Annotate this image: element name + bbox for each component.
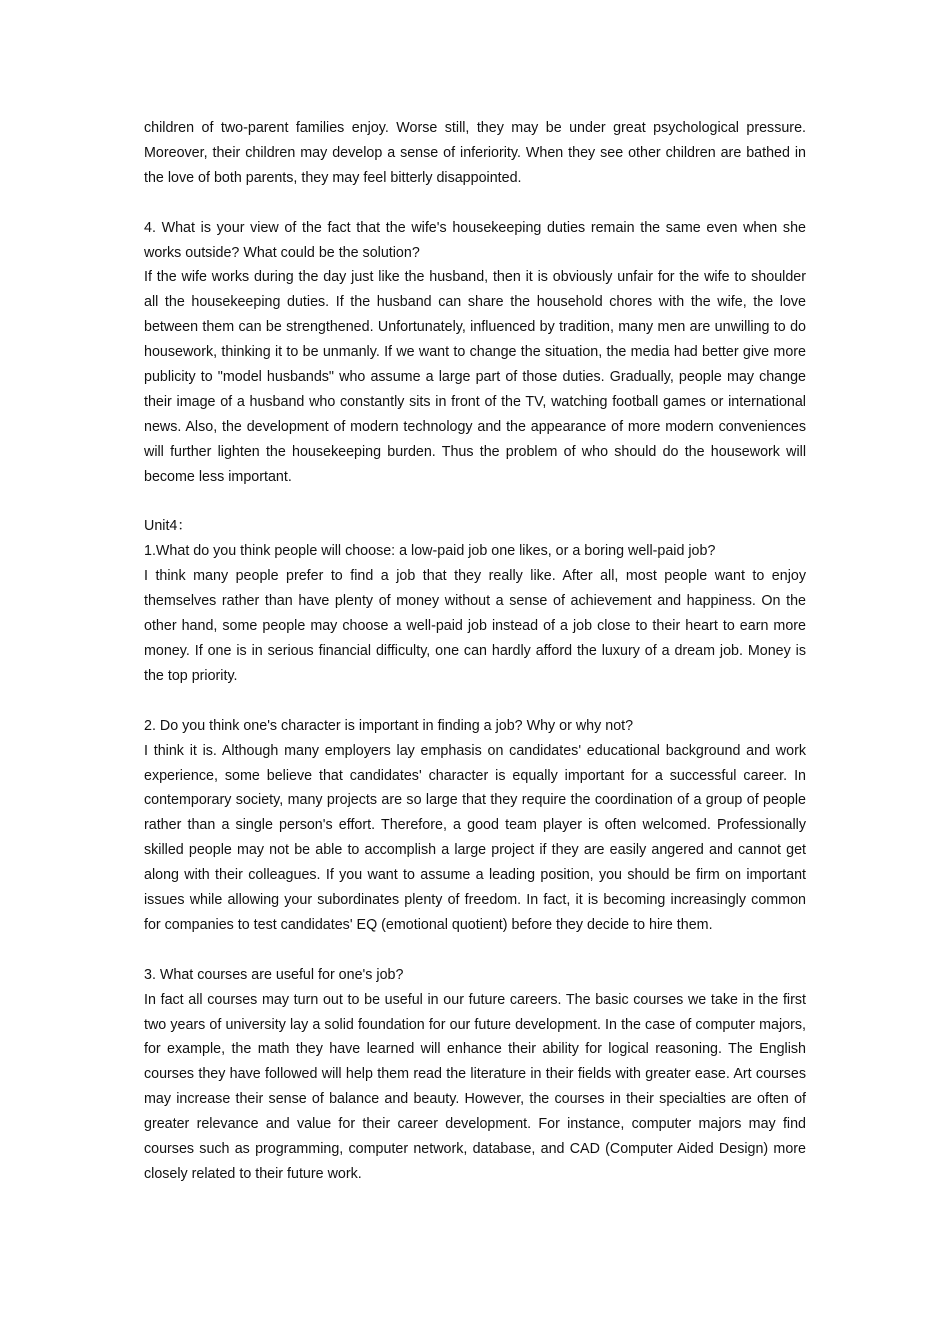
answer-4: If the wife works during the day just like the husband, then it is obviously unfair for the wife to shoulder all the housekeeping duties. If the husband can share the household chores with the wife, the love between them can be strengthened. Unfortunately, influenced by tradition, many men are unwilling to do housework, thinking it to be unmanly. If we want to change the situation, the media had better give more publicity to "model husbands" who assume a large part of those duties. Gradually, people may change their image of a husband who constantly sits in front of the TV, watching football games or international news. Also, the development of modern technology and the appearance of more modern conveniences will further lighten the housekeeping burden. Thus the problem of who should do the housework will become less important.: [144, 269, 806, 485]
unit4-answer-1: I think many people prefer to find a job that they really like. After all, most people want to enjoy themselves rather than have plenty of money without a sense of achievement and happiness. On the other hand, some people may choose a well-paid job instead of a job close to their heart to earn more money. If one is in serious financial difficulty, one can hardly afford the luxury of a dream job. Money is the top priority.: [144, 568, 806, 684]
blank-line: [144, 689, 806, 714]
unit4-answer-3: In fact all courses may turn out to be useful in our future careers. The basic courses we take in the first two years of university lay a solid foundation for our future development. In the case of computer majors, for example, the math they have learned will enhance their ability for logical reasoning. The English courses they have followed will help them read the literature in their fields with greater ease. Art courses may increase their sense of balance and beauty. However, the courses in their specialties are often of greater relevance and value for their career development. For instance, computer majors may find courses such as programming, computer network, database, and CAD (Computer Aided Design) more closely related to their future work.: [144, 991, 806, 1182]
unit4-question-3: 3. What courses are useful for one's job?: [144, 966, 404, 983]
paragraph-continuation: children of two-parent families enjoy. Worse still, they may be under great psychological pressure. Moreover, their children may develop a sense of inferiority. When they see other children are bathed in the love of both parents, they may feel bitterly disappointed.: [144, 120, 806, 186]
unit4-answer-2: I think it is. Although many employers lay emphasis on candidates' educational background and work experience, some believe that candidates' character is equally important for a successful career. In contemporary society, many projects are so large that they require the coordination of a group of people rather than a single person's effort. Therefore, a good team player is often welcomed. Professionally skilled people may not be able to accomplish a large project if they are easily angered and cannot get along with their colleagues. If you want to assume a leading position, you should be firm on important issues while allowing your subordinates plenty of freedom. In fact, it is becoming increasingly common for companies to test candidates' EQ (emotional quotient) before they decide to hire them.: [144, 742, 806, 933]
blank-line: [144, 490, 806, 515]
unit4-question-1: 1.What do you think people will choose: a low-paid job one likes, or a boring well-paid job?: [144, 543, 716, 560]
question-4: 4. What is your view of the fact that the wife's housekeeping duties remain the same even when she works outside? What could be the solution?: [144, 219, 806, 261]
blank-line: [144, 938, 806, 963]
unit4-question-2: 2. Do you think one's character is important in finding a job? Why or why not?: [144, 717, 634, 734]
blank-line: [144, 191, 806, 216]
document-page: [144, 116, 806, 1187]
unit-heading: Unit4：: [144, 518, 192, 535]
